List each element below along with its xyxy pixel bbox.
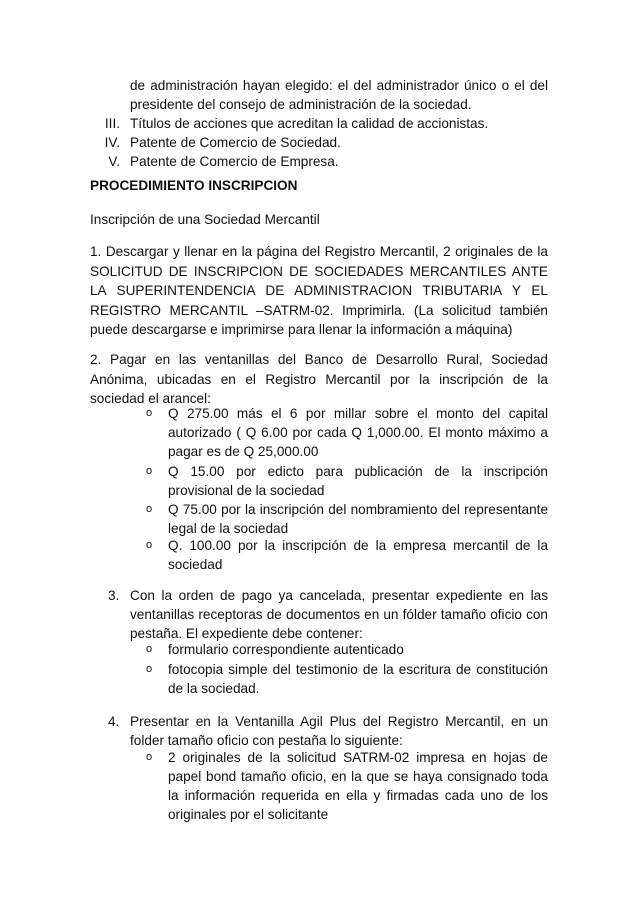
bullet-text: Q 75.00 por la inscripción del nombramiento del representante legal de la sociedad xyxy=(168,502,548,536)
roman-item xyxy=(90,133,341,152)
subheading: Inscripción de una Sociedad Mercantil xyxy=(90,212,320,227)
roman-item xyxy=(90,114,489,133)
roman-numeral: IV. xyxy=(104,135,120,150)
step-number: 4. xyxy=(108,714,120,729)
roman-numeral: III. xyxy=(104,116,120,131)
roman-numeral: V. xyxy=(108,154,120,169)
step-number: 3. xyxy=(108,588,120,603)
roman-item-text: Patente de Comercio de Sociedad. xyxy=(130,135,341,150)
bullet-text: Q. 100.00 por la inscripción de la empresa mercantil de la sociedad xyxy=(168,538,548,572)
roman-item-text: Patente de Comercio de Empresa. xyxy=(130,154,339,169)
bullet-circle-icon: o xyxy=(146,539,153,551)
bullet-circle-icon: o xyxy=(146,663,153,675)
roman-item xyxy=(90,152,339,171)
step-1-paragraph: 1. Descargar y llenar en la página del Registro Mercantil, 2 originales de la SOLICITUD DE INSCRIPCION DE SOCIEDADES MERCANTILES ANTE LA SUPERINTENDENCIA DE ADMINISTRACION TRIBUTARIA Y EL REGISTRO MERCANTIL –SATRM-02. Imprimirla. (La solicitud también puede descargarse e imprimirse para llenar la información a máquina) xyxy=(90,244,548,338)
roman-item-text: Títulos de acciones que acreditan la calidad de accionistas. xyxy=(130,116,489,131)
bullet-text: fotocopia simple del testimonio de la escritura de constitución de la sociedad. xyxy=(168,662,548,696)
step-2-paragraph: 2. Pagar en las ventanillas del Banco de Desarrollo Rural, Sociedad Anónima, ubicadas en el Registro Mercantil por la inscripción de la sociedad el arancel: xyxy=(90,352,548,407)
continuation-text: de administración hayan elegido: el del administrador único o el del presidente del consejo de administración de la sociedad. xyxy=(130,78,548,112)
roman-list xyxy=(90,114,489,171)
bullet-circle-icon: o xyxy=(146,503,153,515)
bullet-circle-icon: o xyxy=(146,407,153,419)
bullet-text: formulario correspondiente autenticado xyxy=(168,642,404,657)
section-heading: PROCEDIMIENTO INSCRIPCION xyxy=(90,178,298,193)
step-3-text: Con la orden de pago ya cancelada, presentar expediente en las ventanillas receptoras de documentos en un fólder tamaño oficio con pestaña. El expediente debe contener: xyxy=(130,588,548,642)
bullet-circle-icon: o xyxy=(146,465,153,477)
step-4-text: Presentar en la Ventanilla Agil Plus del Registro Mercantil, en un folder tamaño oficio con pestaña lo siguiente: xyxy=(130,714,548,749)
bullet-circle-icon: o xyxy=(146,643,153,655)
bullet-text: Q 15.00 por edicto para publicación de la inscripción provisional de la sociedad xyxy=(168,464,548,498)
bullet-text: 2 originales de la solicitud SATRM-02 impresa en hojas de papel bond tamaño oficio, en la que se haya consignado toda la información requerida en ella y firmadas cada uno de los originales por el solicitante xyxy=(168,750,548,822)
bullet-text: Q 275.00 más el 6 por millar sobre el monto del capital autorizado ( Q 6.00 por cada Q 1,000.00. El monto máximo a pagar es de Q 25,000.00 xyxy=(168,406,548,459)
bullet-circle-icon: o xyxy=(146,751,153,763)
